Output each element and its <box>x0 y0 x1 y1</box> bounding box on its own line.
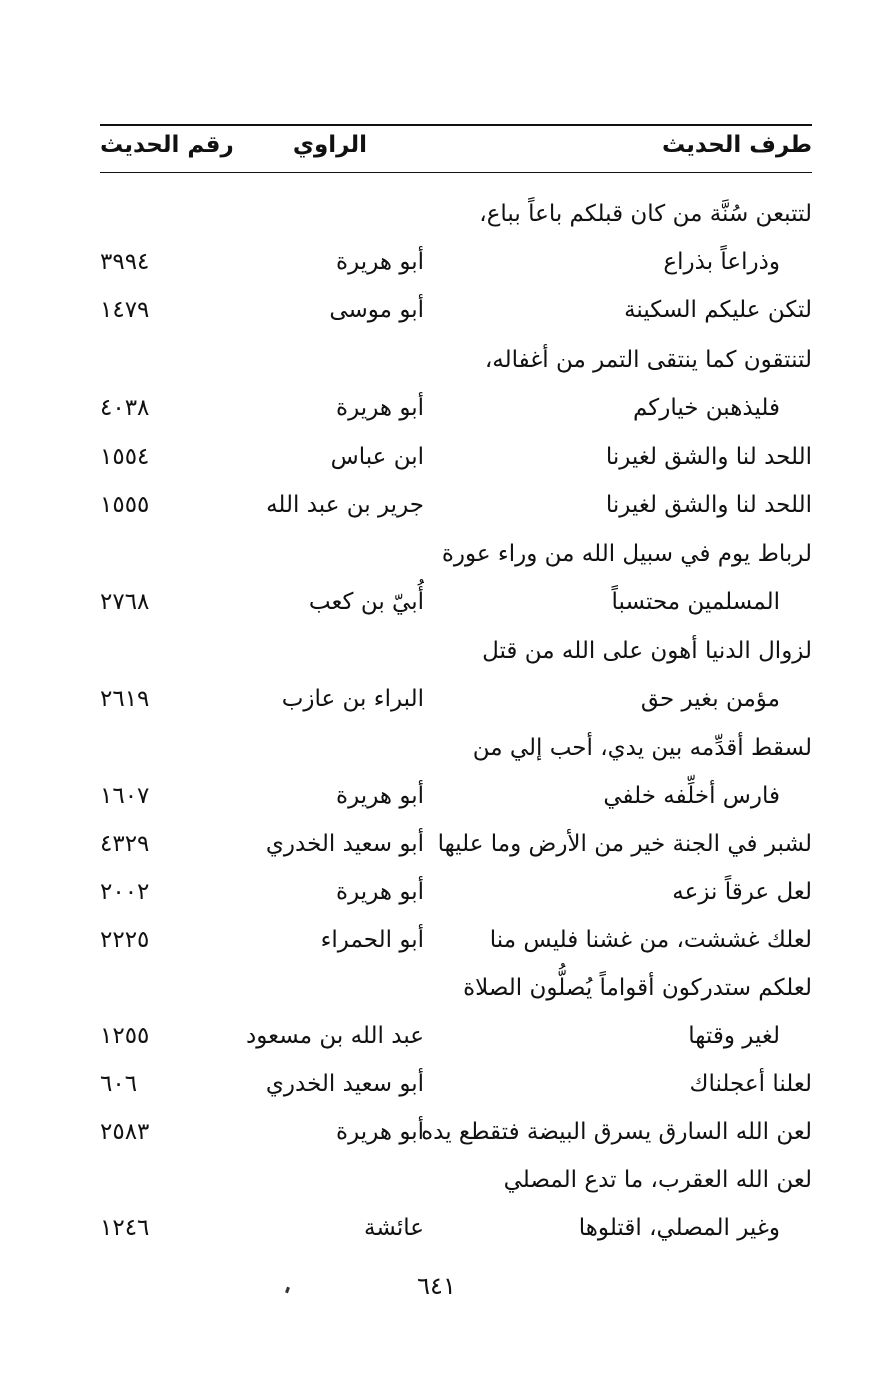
hadith-number: ٤٣٢٩ <box>100 831 150 857</box>
table-row <box>100 1160 812 1200</box>
table-row <box>100 631 812 671</box>
hadith-text: لرباط يوم في سبيل الله من وراء عورة <box>441 541 812 567</box>
hadith-text: لشبر في الجنة خير من الأرض وما عليها <box>437 831 812 857</box>
hadith-text: فارس أخلِّفه خلفي <box>603 783 780 809</box>
hadith-number: ٢٢٢٥ <box>100 927 150 953</box>
hadith-text: مؤمن بغير حق <box>640 686 780 712</box>
hadith-text: فليذهبن خياركم <box>632 395 780 421</box>
hadith-text: اللحد لنا والشق لغيرنا <box>605 444 812 470</box>
hadith-number: ٤٠٣٨ <box>100 395 150 421</box>
table-row <box>100 679 812 719</box>
narrator: أبو هريرة <box>336 395 424 421</box>
hadith-number: ٢٧٦٨ <box>100 589 150 615</box>
table-row <box>100 1016 812 1056</box>
hadith-number: ٦٠٦ <box>100 1071 138 1097</box>
table-row <box>100 920 812 960</box>
narrator: أبو سعيد الخدري <box>265 831 424 857</box>
header-bottom-rule <box>100 172 812 173</box>
table-row <box>100 728 812 768</box>
hadith-text: لتنتقون كما ينتقى التمر من أغفاله، <box>484 347 812 373</box>
hadith-number: ١٥٥٥ <box>100 492 150 518</box>
hadith-text: لغير وقتها <box>688 1023 780 1049</box>
table-row <box>100 242 812 282</box>
hadith-number: ٣٩٩٤ <box>100 249 150 275</box>
table-row <box>100 776 812 816</box>
hadith-text: وغير المصلي، اقتلوها <box>578 1215 780 1241</box>
table-row <box>100 485 812 525</box>
table-row <box>100 872 812 912</box>
table-row <box>100 388 812 428</box>
hadith-text: لعن الله السارق يسرق البيضة فتقطع يده <box>421 1119 812 1145</box>
narrator: أبو هريرة <box>336 249 424 275</box>
header-hadith-text: طرف الحديث <box>661 132 812 158</box>
table-row <box>100 437 812 477</box>
page-number: ٦٤١ <box>417 1272 456 1300</box>
narrator: ابن عباس <box>330 444 424 470</box>
hadith-text: لسقط أقدِّمه بين يدي، أحب إلي من <box>472 735 812 761</box>
table-header <box>100 128 812 168</box>
hadith-number: ١٢٤٦ <box>100 1215 150 1241</box>
narrator: عائشة <box>364 1215 424 1241</box>
table-row <box>100 534 812 574</box>
hadith-number: ١٥٥٤ <box>100 444 150 470</box>
hadith-number: ٢٥٨٣ <box>100 1119 150 1145</box>
header-top-rule <box>100 124 812 126</box>
table-row <box>100 340 812 380</box>
table-row <box>100 1208 812 1248</box>
narrator: أبو موسى <box>329 297 424 323</box>
table-row <box>100 582 812 622</box>
hadith-text: لزوال الدنيا أهون على الله من قتل <box>482 638 812 664</box>
table-row <box>100 290 812 330</box>
table-row <box>100 194 812 234</box>
narrator: جرير بن عبد الله <box>266 492 424 518</box>
narrator: أبو الحمراء <box>320 927 424 953</box>
narrator: أبو هريرة <box>336 783 424 809</box>
hadith-text: لعلنا أعجلناك <box>689 1071 812 1097</box>
narrator: أبو هريرة <box>336 1119 424 1145</box>
table-row <box>100 1112 812 1152</box>
hadith-number: ٢٠٠٢ <box>100 879 150 905</box>
table-row <box>100 824 812 864</box>
hadith-number: ١٤٧٩ <box>100 297 150 323</box>
narrator: البراء بن عازب <box>281 686 424 712</box>
hadith-text: لعن الله العقرب، ما تدع المصلي <box>503 1167 812 1193</box>
table-row <box>100 1064 812 1104</box>
narrator: أبو سعيد الخدري <box>265 1071 424 1097</box>
header-hadith-number: رقم الحديث <box>100 132 234 158</box>
narrator: أُبيّ بن كعب <box>308 589 424 615</box>
hadith-text: المسلمين محتسباً <box>611 589 780 615</box>
hadith-text: وذراعاً بذراع <box>663 249 780 275</box>
narrator: أبو هريرة <box>336 879 424 905</box>
hadith-number: ١٢٥٥ <box>100 1023 150 1049</box>
hadith-text: اللحد لنا والشق لغيرنا <box>605 492 812 518</box>
hadith-text: لتكن عليكم السكينة <box>624 297 812 323</box>
hadith-text: لعل عرقاً نزعه <box>672 879 812 905</box>
table-row <box>100 968 812 1008</box>
hadith-text: لعلكم ستدركون أقواماً يُصلُّون الصلاة <box>463 975 812 1001</box>
hadith-text: لعلك غششت، من غشنا فليس منا <box>489 927 812 953</box>
narrator: عبد الله بن مسعود <box>246 1023 424 1049</box>
hadith-text: لتتبعن سُنَّة من كان قبلكم باعاً بباع، <box>479 201 812 227</box>
header-narrator: الراوي <box>292 132 367 158</box>
hadith-number: ٢٦١٩ <box>100 686 150 712</box>
hadith-number: ١٦٠٧ <box>100 783 150 809</box>
